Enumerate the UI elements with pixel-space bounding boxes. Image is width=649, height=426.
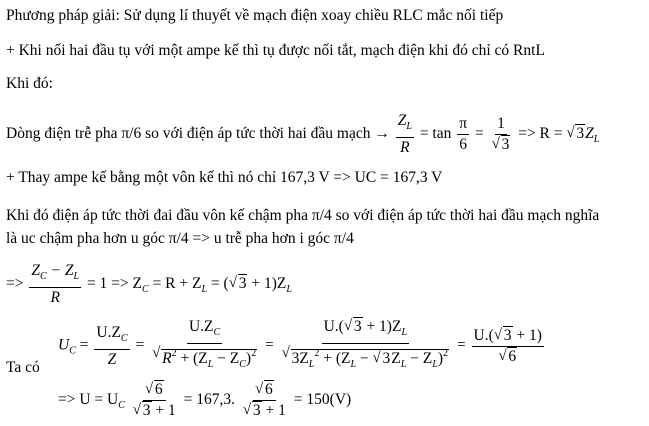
arrow: → [374,125,390,143]
pi-over-6: $\frac{\pi}{6}$ [459,115,468,153]
imp-r: => R = [518,125,563,143]
zc-equation: => $\frac{Z_C - Z_L}{R}$ = $1 => Z_C = R + Z_L$ = (√ $3 + 1)Z_L$ [6,262,292,310]
heading: Phương pháp giải: Sử dụng lí thuyết về mạch điện xoay chiều RLC mắc nối tiếp [6,7,504,24]
uc-equation: $U_C$ = $\frac{U.Z_C}{Z}$ = $U.Z_C$ √ $R^2 + (Z_L - Z_C)^2$ = U.(√ $3 + 1)Z_L$ √ $3Z_L^2 + (Z_L$ − √ $3Z_L - Z_L)^2$ = U.(√ 3 + 1) √ 6 [58,318,546,374]
final-equation: => $U = U_C$ √ 6 √ 3 + 1 = 167,3. √ 6 √ 3 + 1 = 150(V) [58,380,351,426]
lag-line: Dòng điện trễ pha π/6 so với điện áp tức thời hai đầu mạch → $\frac{Z_L}{R}$ = tan $\frac{\pi}{6}$ = 1 √ 3 => R = √ $3Z_L$ [6,112,599,160]
lag-text: Dòng điện trễ pha π/6 so với điện áp tức thời hai đầu mạch [6,125,371,143]
one-over-sqrt3: 1 √ 3 [490,115,513,154]
zl-over-r: $\frac{Z_L}{R}$ [397,112,412,156]
ta-co: Ta có [6,359,40,376]
phase-line-2: là uc chậm pha hơn u góc π/4 => u trễ pha hơn i góc π/4 [6,230,354,247]
voltmeter-line: + Thay ampe kế bằng một vôn kế thì nó chỉ 167,3 V => UC = 167,3 V [6,169,443,186]
sqrt3: √ 3 [566,114,585,154]
phase-line-1: Khi đó điện áp tức thời đai đầu vôn kế chậm pha π/4 so với điện áp tức thời hai đầu mạch nghĩa [6,207,600,224]
khi-do-line: Khi đó: [6,75,53,92]
ammeter-line: + Khi nối hai đầu tụ với một ampe kế thì tụ được nối tắt, mạch điện khi đó chỉ có RntL [6,42,545,59]
